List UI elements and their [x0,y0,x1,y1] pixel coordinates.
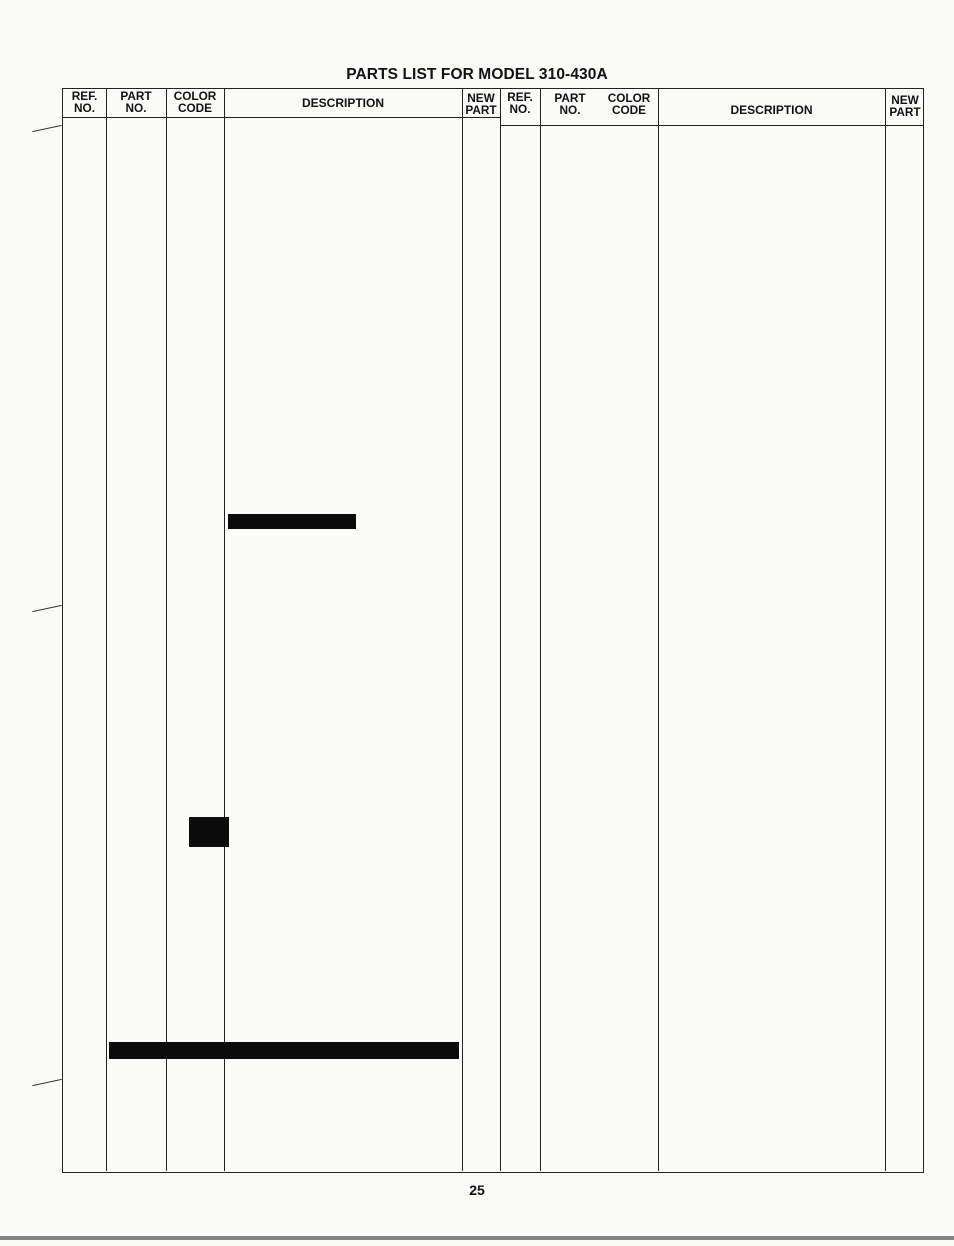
header-ref: REF. [71,89,98,103]
column-divider [885,89,886,1171]
column-divider [658,89,659,1171]
header-color: COLOR [607,91,651,105]
binder-mark [32,1079,62,1086]
header-part: NO. [125,101,147,115]
header-description: DESCRIPTION [730,103,813,117]
header-description: DESCRIPTION [301,96,384,110]
column-divider [106,89,107,1171]
binder-mark [32,605,62,612]
redaction-bar [109,1042,459,1059]
header-rule-right [500,125,924,126]
header-part: NO. [559,103,581,117]
header-part: PART [120,89,152,103]
page-bottom-rule [0,1236,954,1240]
header-new: PART [465,103,497,117]
header-ref: NO. [509,102,531,116]
redaction-bar [189,817,229,847]
header-rule-left [63,117,500,118]
page-title: PARTS LIST FOR MODEL 310-430A [346,66,608,83]
column-divider [500,89,501,1171]
column-divider [462,89,463,1171]
header-ref: NO. [74,101,95,115]
header-new: NEW [467,91,495,105]
column-divider [224,89,225,1171]
column-divider [540,89,541,1171]
header-color: CODE [177,101,213,115]
header-new: NEW [891,93,919,107]
redaction-bar [228,514,356,529]
page-number: 25 [469,1182,485,1198]
binder-mark [32,125,62,132]
header-part: PART [554,91,586,105]
parts-table [62,88,924,1173]
column-divider [166,89,167,1171]
header-color: COLOR [173,89,217,103]
header-color: CODE [611,103,647,117]
header-ref: REF. [507,90,533,104]
header-new: PART [889,105,921,119]
